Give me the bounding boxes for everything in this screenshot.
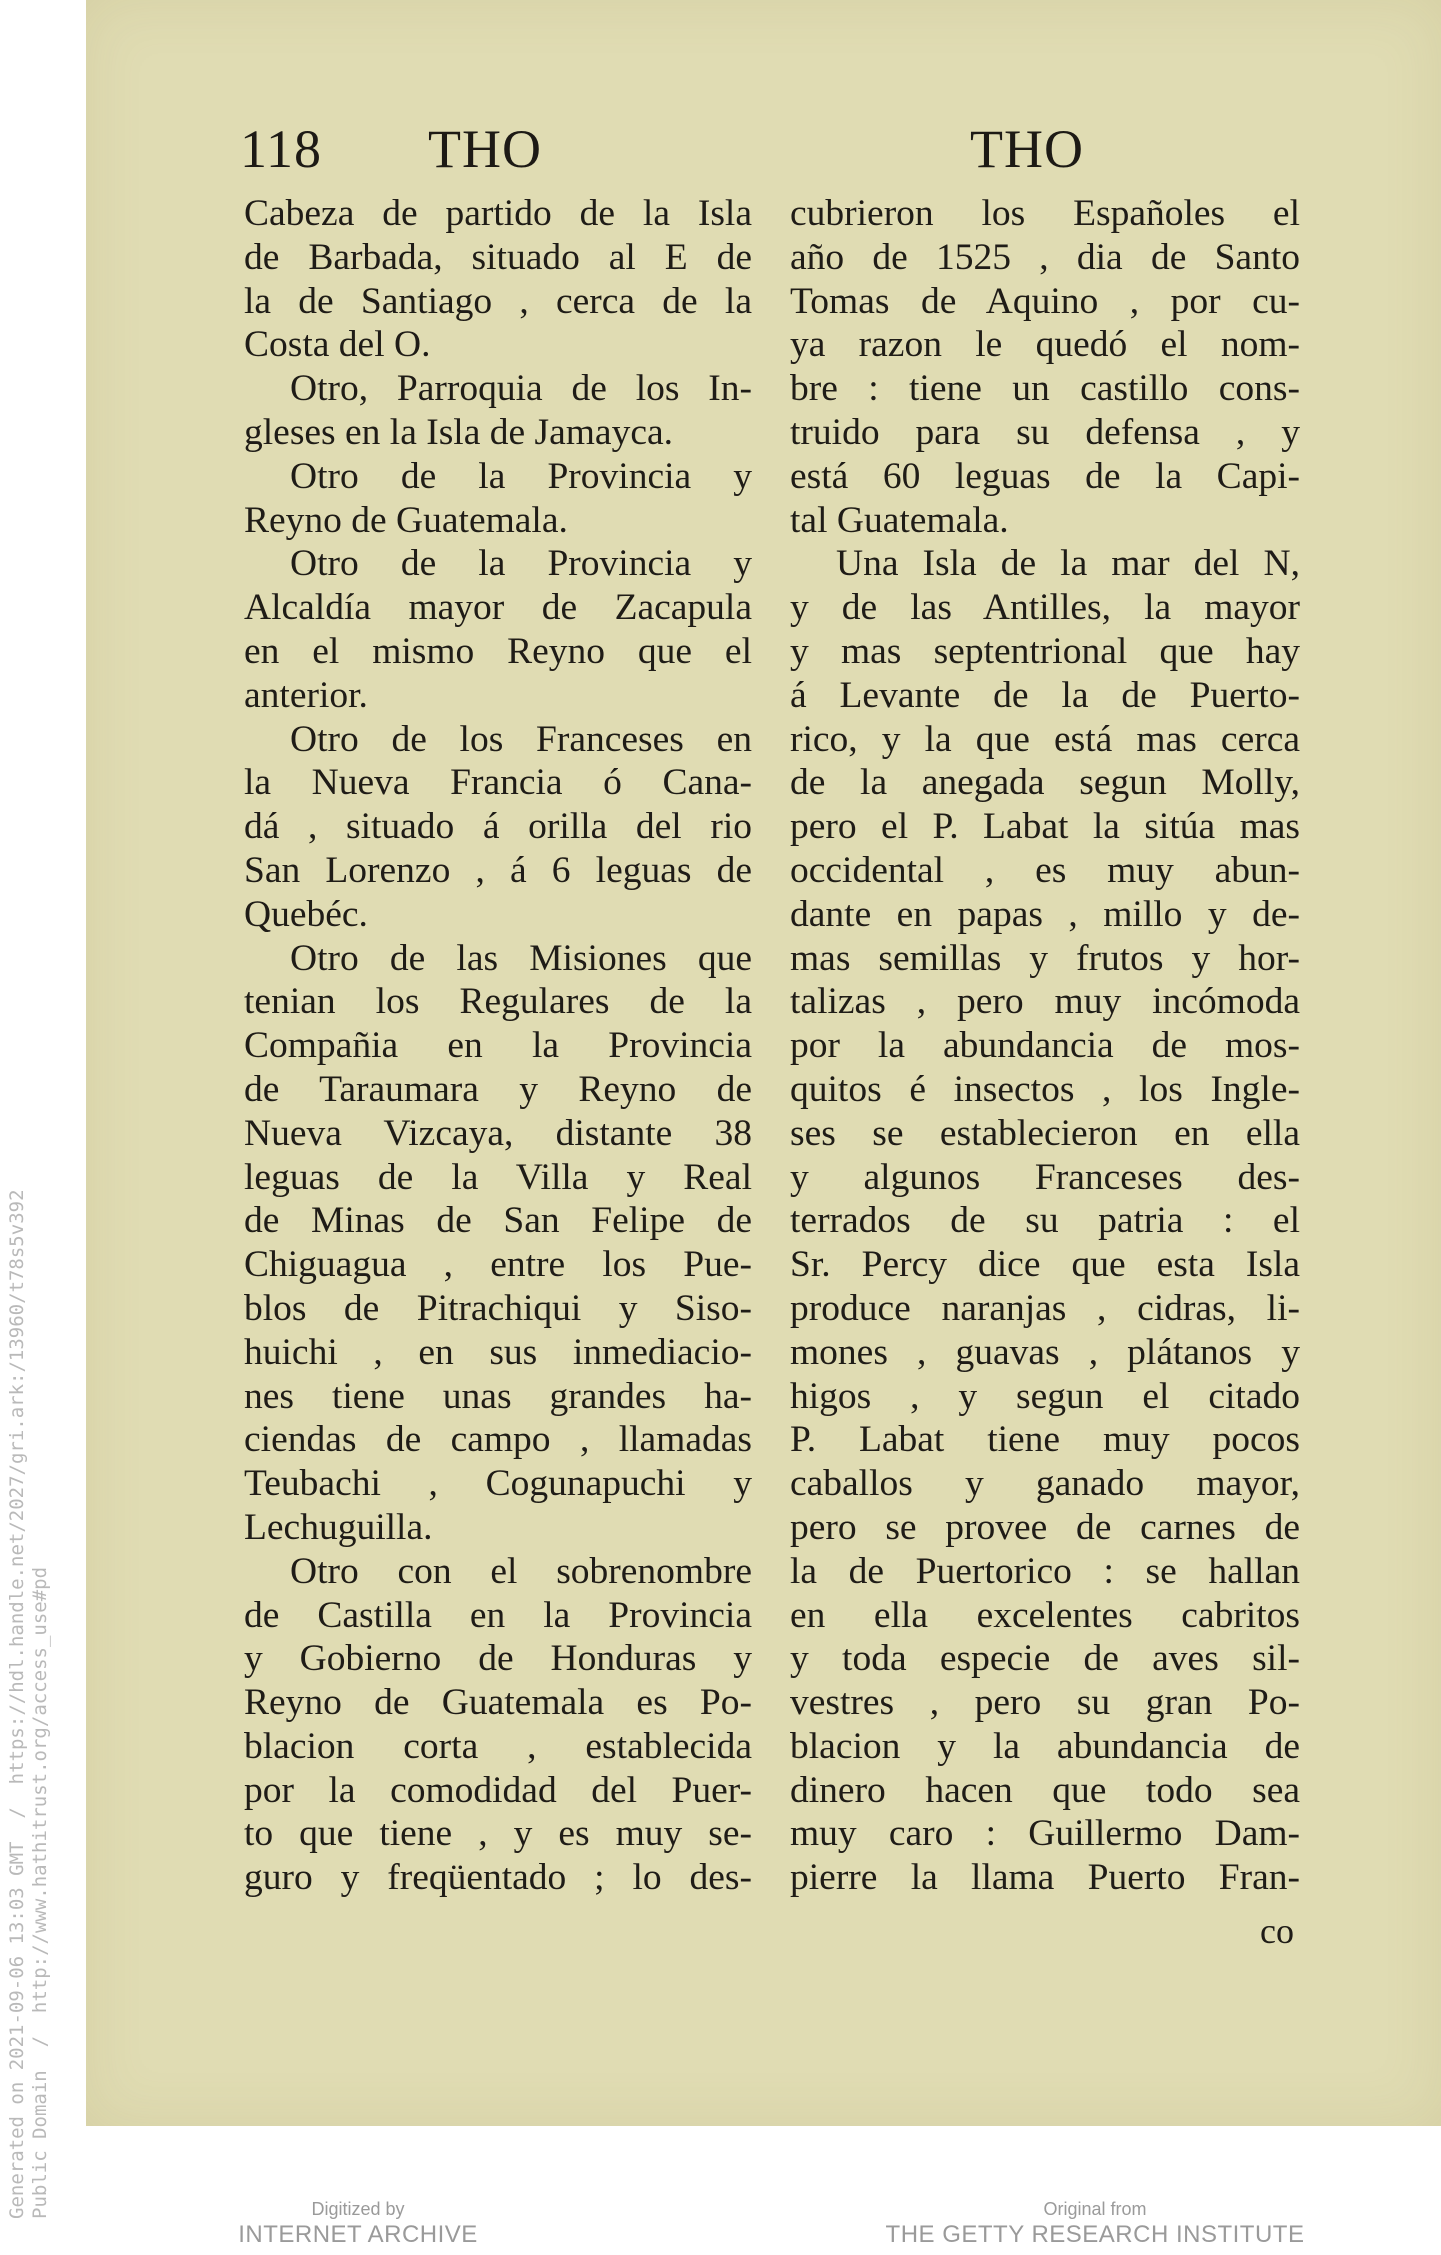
text-line: de Taraumara y Reyno de bbox=[244, 1068, 752, 1110]
text-line: la de Puertorico : se hallan bbox=[790, 1550, 1300, 1592]
text-line: ciendas de campo , llamadas bbox=[244, 1419, 752, 1461]
text-line: Lechuguilla. bbox=[244, 1506, 433, 1548]
original-label: Original from bbox=[1043, 2199, 1147, 2219]
text-line: occidental , es muy abun- bbox=[790, 849, 1300, 891]
text-line: Sr. Percy dice que esta Isla bbox=[790, 1244, 1300, 1286]
text-line: y Gobierno de Honduras y bbox=[244, 1638, 752, 1680]
text-line: Costa del O. bbox=[244, 324, 431, 366]
text-line: bre : tiene un castillo cons- bbox=[790, 368, 1300, 410]
text-line: pierre la llama Puerto Fran- bbox=[790, 1857, 1300, 1899]
text-line: de Barbada, situado al E de bbox=[244, 236, 752, 278]
text-line: Otro de la Provincia y bbox=[290, 543, 752, 585]
text-line: rico, y la que está mas cerca bbox=[790, 718, 1300, 760]
text-line: guro y freqüentado ; lo des- bbox=[244, 1857, 752, 1899]
text-line: Chiguagua , entre los Pue- bbox=[244, 1244, 752, 1286]
text-line: la de Santiago , cerca de la bbox=[244, 280, 752, 322]
digitized-value: INTERNET ARCHIVE bbox=[238, 2221, 478, 2248]
text-line: higos , y segun el citado bbox=[790, 1375, 1300, 1417]
text-line: y algunos Franceses des- bbox=[790, 1156, 1300, 1198]
stamp-generated-line: Generated on 2021-09-06 13:03 GMT / https://hdl.handle.net/2027/gri.ark:/13960/t78s5v392 bbox=[6, 1189, 28, 2219]
text-line: Compañia en la Provincia bbox=[244, 1025, 752, 1067]
text-line: en el mismo Reyno que el bbox=[244, 630, 752, 672]
text-line: dá , situado á orilla del rio bbox=[244, 806, 752, 848]
text-line: Otro de la Provincia y bbox=[290, 455, 752, 497]
text-line: gleses en la Isla de Jamayca. bbox=[244, 411, 673, 453]
original-value: THE GETTY RESEARCH INSTITUTE bbox=[885, 2221, 1305, 2248]
stamp-rights-line: Public Domain / http://www.hathitrust.org/access_use#pd bbox=[29, 1566, 51, 2219]
text-line: por la comodidad del Puer- bbox=[244, 1769, 752, 1811]
text-line: Reyno de Guatemala es Po- bbox=[244, 1682, 752, 1724]
text-line: Otro de los Franceses en bbox=[290, 718, 752, 760]
text-line: á Levante de la de Puerto- bbox=[790, 674, 1300, 716]
text-line: Alcaldía mayor de Zacapula bbox=[244, 587, 752, 629]
text-line: nes tiene unas grandes ha- bbox=[244, 1375, 752, 1417]
hathitrust-stamp bbox=[0, 0, 60, 2255]
text-line: Una Isla de la mar del N, bbox=[836, 543, 1300, 585]
text-line: Cabeza de partido de la Isla bbox=[244, 193, 752, 234]
text-line: pero se provee de carnes de bbox=[790, 1506, 1300, 1548]
text-line: de Castilla en la Provincia bbox=[244, 1594, 752, 1636]
running-head-right: THO bbox=[970, 119, 1084, 179]
text-line: tal Guatemala. bbox=[790, 499, 1009, 541]
text-line: anterior. bbox=[244, 674, 368, 716]
text-line: mas semillas y frutos y hor- bbox=[790, 937, 1300, 979]
text-line: dante en papas , millo y de- bbox=[790, 893, 1300, 935]
text-line: la Nueva Francia ó Cana- bbox=[244, 762, 752, 804]
original-from-credit bbox=[870, 2198, 1320, 2250]
text-line: está 60 leguas de la Capi- bbox=[790, 455, 1300, 497]
digitized-label: Digitized by bbox=[311, 2199, 405, 2219]
text-line: truido para su defensa , y bbox=[790, 411, 1300, 453]
text-line: to que tiene , y es muy se- bbox=[244, 1813, 752, 1855]
text-line: cubrieron los Españoles el bbox=[790, 193, 1300, 234]
text-line: Nueva Vizcaya, distante 38 bbox=[244, 1112, 752, 1154]
text-line: terrados de su patria : el bbox=[790, 1200, 1300, 1242]
text-line: pero el P. Labat la sitúa mas bbox=[790, 806, 1300, 848]
text-line: quitos é insectos , los Ingle- bbox=[790, 1068, 1300, 1110]
text-line: de la anegada segun Molly, bbox=[790, 762, 1300, 804]
text-line: vestres , pero su gran Po- bbox=[790, 1682, 1300, 1724]
text-line: blos de Pitrachiqui y Siso- bbox=[244, 1287, 752, 1329]
text-line: muy caro : Guillermo Dam- bbox=[790, 1813, 1300, 1855]
text-line: huichi , en sus inmediacio- bbox=[244, 1331, 752, 1373]
text-line: Reyno de Guatemala. bbox=[244, 499, 568, 541]
text-line: y mas septentrional que hay bbox=[790, 630, 1300, 672]
text-line: leguas de la Villa y Real bbox=[244, 1156, 752, 1198]
text-line: Teubachi , Cogunapuchi y bbox=[244, 1463, 752, 1505]
text-line: ya razon le quedó el nom- bbox=[790, 324, 1300, 366]
text-line: en ella excelentes cabritos bbox=[790, 1594, 1300, 1636]
text-line: Otro, Parroquia de los In- bbox=[290, 368, 752, 410]
text-line: y toda especie de aves sil- bbox=[790, 1638, 1300, 1680]
text-line: de Minas de San Felipe de bbox=[244, 1200, 752, 1242]
digitized-by-credit bbox=[238, 2198, 478, 2250]
text-line: produce naranjas , cidras, li- bbox=[790, 1287, 1300, 1329]
text-line: blacion y la abundancia de bbox=[790, 1725, 1300, 1767]
text-line: blacion corta , establecida bbox=[244, 1725, 752, 1767]
text-line: caballos y ganado mayor, bbox=[790, 1463, 1300, 1505]
text-line: ses se establecieron en ella bbox=[790, 1112, 1300, 1154]
text-line: mones , guavas , plátanos y bbox=[790, 1331, 1300, 1373]
right-text-column bbox=[790, 192, 1300, 1900]
left-text-column bbox=[244, 192, 752, 1900]
page-number: 118 bbox=[240, 119, 322, 179]
text-line: dinero hacen que todo sea bbox=[790, 1769, 1300, 1811]
text-line: Otro con el sobrenombre bbox=[290, 1550, 752, 1592]
catchword: co bbox=[1260, 1911, 1294, 1951]
text-line: San Lorenzo , á 6 leguas de bbox=[244, 849, 752, 891]
text-line: por la abundancia de mos- bbox=[790, 1025, 1300, 1067]
text-line: Quebéc. bbox=[244, 893, 368, 935]
text-line: Tomas de Aquino , por cu- bbox=[790, 280, 1300, 322]
text-line: y de las Antilles, la mayor bbox=[790, 587, 1300, 629]
text-line: P. Labat tiene muy pocos bbox=[790, 1419, 1300, 1461]
text-line: tenian los Regulares de la bbox=[244, 981, 752, 1023]
text-line: año de 1525 , dia de Santo bbox=[790, 236, 1300, 278]
text-line: Otro de las Misiones que bbox=[290, 937, 752, 979]
text-line: talizas , pero muy incómoda bbox=[790, 981, 1300, 1023]
running-head-left: THO bbox=[428, 119, 542, 179]
